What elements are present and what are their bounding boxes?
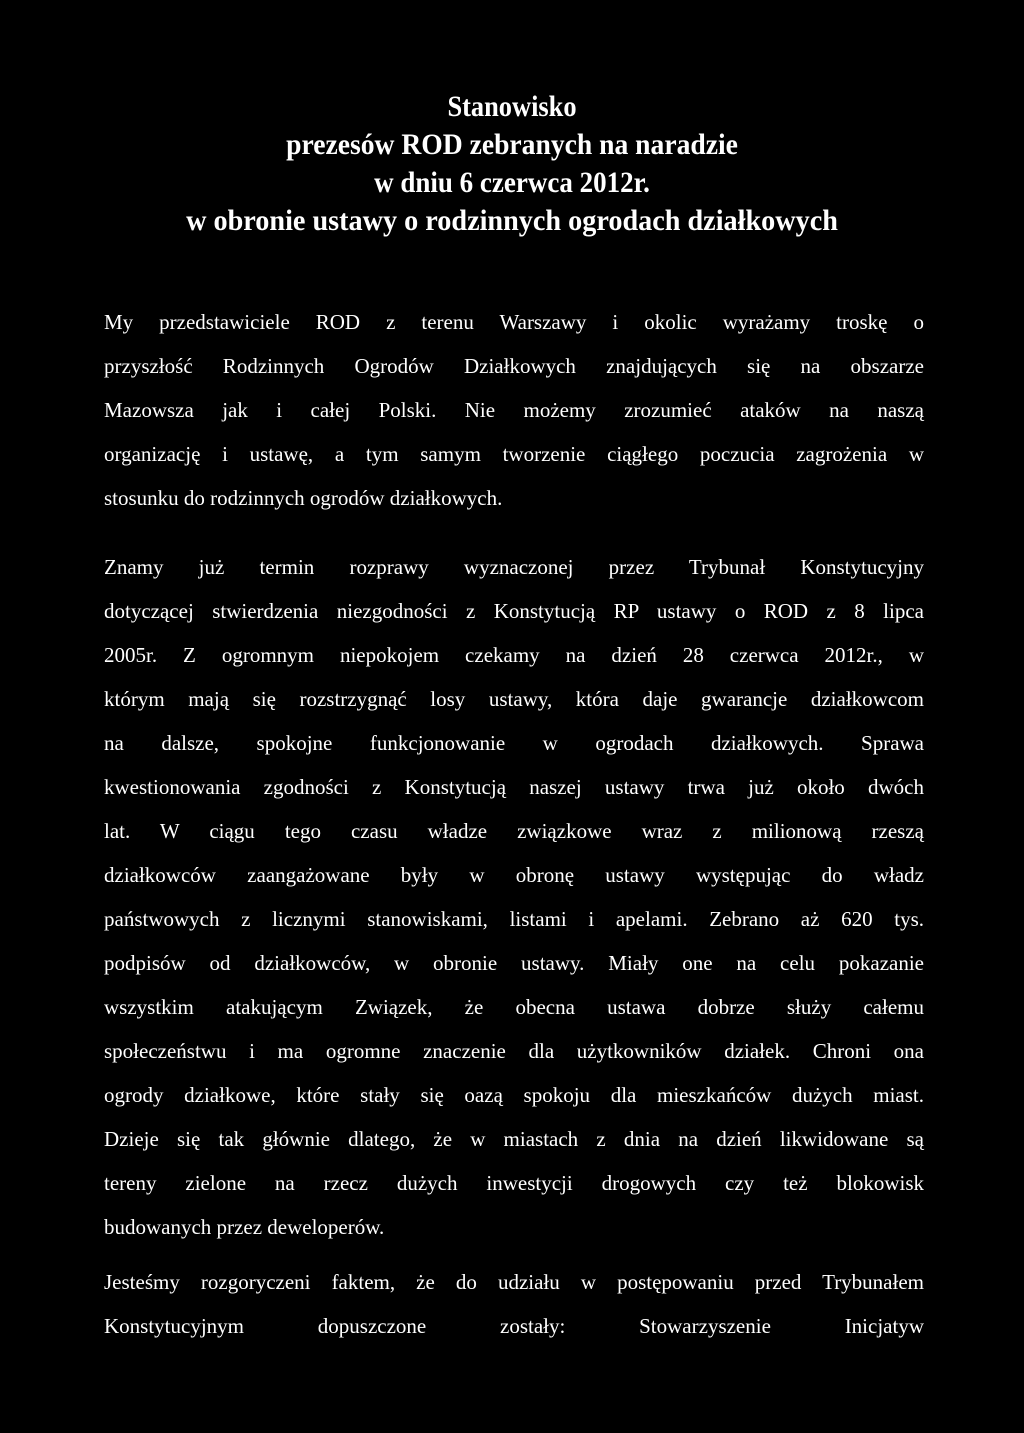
text-line: na dalsze, spokojne funkcjonowanie w ogrodach działkowych. Sprawa: [104, 731, 924, 755]
text-line: dotyczącej stwierdzenia niezgodności z Konstytucją RP ustawy o ROD z 8 lipca: [104, 599, 924, 623]
text-line: społeczeństwu i ma ogromne znaczenie dla użytkowników działek. Chroni ona: [104, 1039, 924, 1063]
text-line: organizację i ustawę, a tym samym tworzenie ciągłego poczucia zagrożenia w: [104, 442, 924, 466]
text-line: lat. W ciągu tego czasu władze związkowe wraz z milionową rzeszą: [104, 819, 924, 843]
text-line: Jesteśmy rozgoryczeni faktem, że do udziału w postępowaniu przed Trybunałem: [104, 1270, 924, 1294]
title-line: Stanowisko: [447, 90, 577, 123]
text-line: ogrody działkowe, które stały się oazą spokoju dla mieszkańców dużych miast.: [104, 1083, 924, 1107]
text-line: budowanych przez deweloperów.: [104, 1215, 385, 1239]
document-title: [60, 88, 964, 240]
paragraph-2: [104, 545, 924, 1249]
title-line: prezesów ROD zebranych na naradzie: [286, 128, 738, 161]
text-line: stosunku do rodzinnych ogrodów działkowych.: [104, 486, 503, 510]
title-line: w dniu 6 czerwca 2012r.: [374, 166, 650, 199]
text-line: Konstytucyjnym dopuszczone zostały: Stowarzyszenie Inicjatyw: [104, 1314, 924, 1338]
text-line: państwowych z licznymi stanowiskami, listami i apelami. Zebrano aż 620 tys.: [104, 907, 924, 931]
paragraph-3: [104, 1260, 924, 1348]
text-line: My przedstawiciele ROD z terenu Warszawy i okolic wyrażamy troskę o: [104, 310, 924, 334]
title-line: w obronie ustawy o rodzinnych ogrodach działkowych: [186, 204, 838, 237]
text-line: wszystkim atakującym Związek, że obecna ustawa dobrze służy całemu: [104, 995, 924, 1019]
text-line: Dzieje się tak głównie dlatego, że w miastach z dnia na dzień likwidowane są: [104, 1127, 924, 1151]
text-line: działkowców zaangażowane były w obronę ustawy występując do władz: [104, 863, 924, 887]
text-line: podpisów od działkowców, w obronie ustawy. Miały one na celu pokazanie: [104, 951, 924, 975]
text-line: którym mają się rozstrzygnąć losy ustawy, która daje gwarancje działkowcom: [104, 687, 924, 711]
text-line: przyszłość Rodzinnych Ogrodów Działkowych znajdujących się na obszarze: [104, 354, 924, 378]
text-line: tereny zielone na rzecz dużych inwestycji drogowych czy też blokowisk: [104, 1171, 924, 1195]
text-line: Mazowsza jak i całej Polski. Nie możemy zrozumieć ataków na naszą: [104, 398, 924, 422]
text-line: 2005r. Z ogromnym niepokojem czekamy na dzień 28 czerwca 2012r., w: [104, 643, 924, 667]
paragraph-1: [104, 300, 924, 520]
text-line: kwestionowania zgodności z Konstytucją naszej ustawy trwa już około dwóch: [104, 775, 924, 799]
text-line: Znamy już termin rozprawy wyznaczonej przez Trybunał Konstytucyjny: [104, 555, 924, 579]
